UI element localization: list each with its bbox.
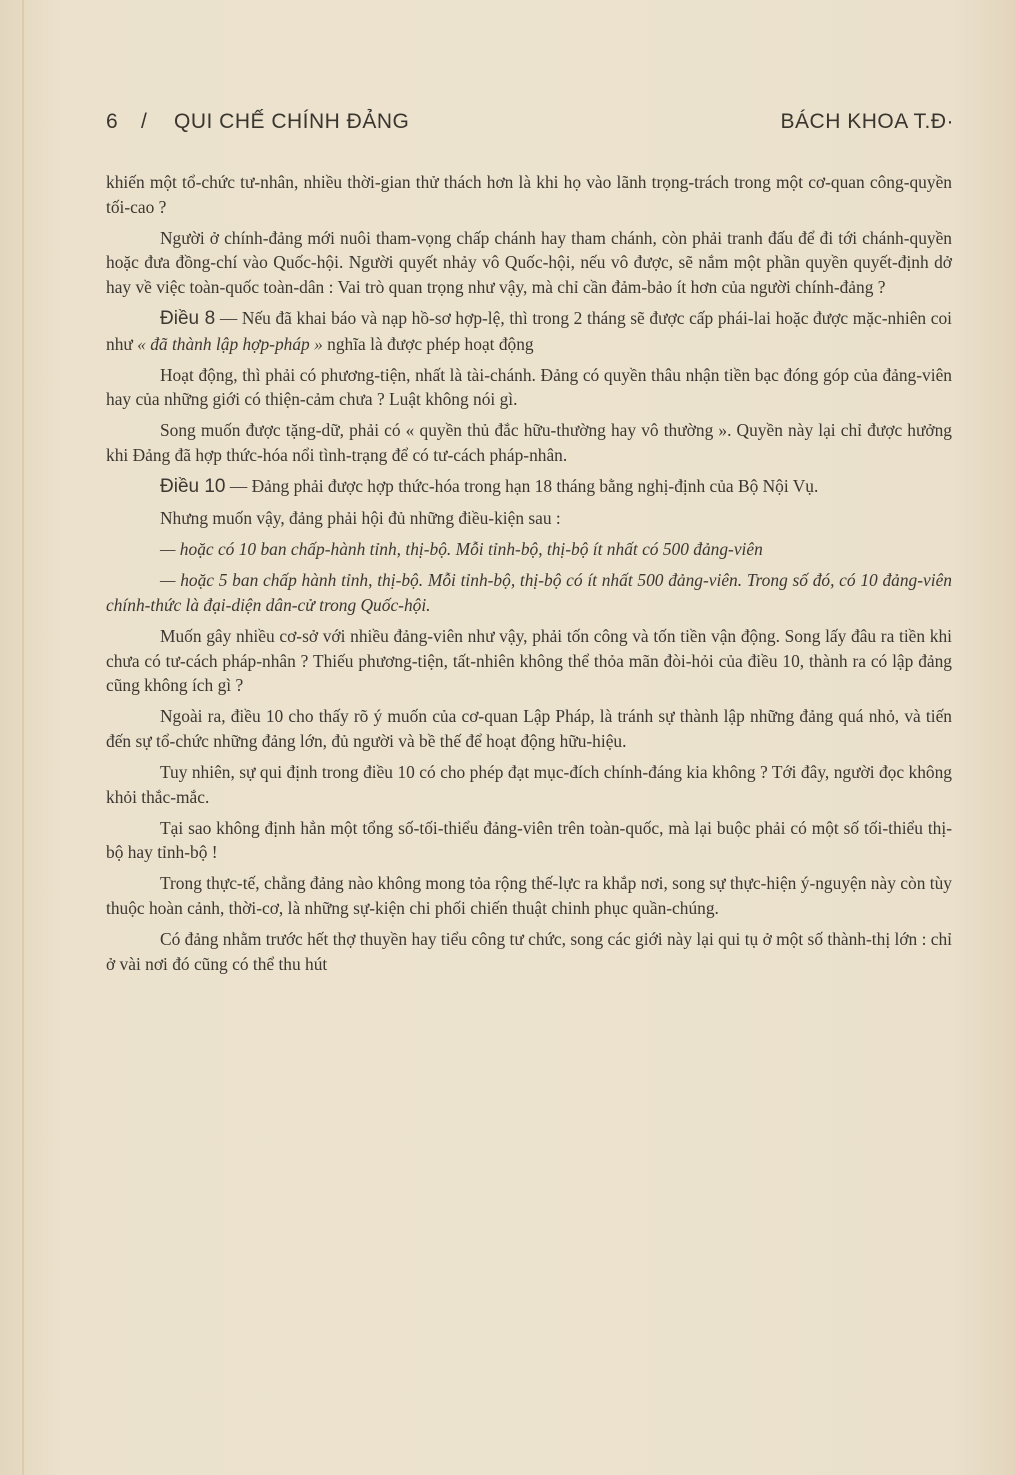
paragraph: Tuy nhiên, sự qui định trong điều 10 có cho phép đạt mục-đích chính-đáng kia không ? Tới đây, người đọc không khỏi thắc-mắc. [106, 761, 952, 807]
section-title: QUI CHẾ CHÍNH ĐẢNG [174, 110, 410, 133]
paragraph: Nhưng muốn vậy, đảng phải hội đủ những điều-kiện sau : [160, 508, 561, 529]
paragraph: Tại sao không định hẳn một tổng số-tối-thiểu đảng-viên trên toàn-quốc, mà lại buộc phải có một số tối-thiểu thị-bộ hay tỉnh-bộ ! [106, 817, 952, 863]
running-header [106, 108, 954, 140]
paragraph: Muốn gây nhiều cơ-sở với nhiều đảng-viên như vậy, phải tốn công và tốn tiền vận động. Song lấy đâu ra tiền khi chưa có tư-cách pháp-nhân ? Thiếu phương-tiện, tất-nhiên không thể thỏa mãn đòi-hỏi của điều 10, thành ra có lập đảng cũng không ích gì ? [106, 626, 952, 696]
paragraph: Song muốn được tặng-dữ, phải có « quyền thủ đắc hữu-thường hay vô thường ». Quyền này lại chỉ được hưởng khi Đảng đã hợp thức-hóa nổi tình-trạng để có tư-cách pháp-nhân. [106, 420, 952, 465]
article-text: — Đảng phải được hợp thức-hóa trong hạn 18 tháng bằng nghị-định của Bộ Nội Vụ. [225, 476, 819, 497]
paragraph-article-8 [106, 306, 952, 356]
article-text: — Nếu đã khai báo và nạp hồ-sơ hợp-lệ, thì trong 2 tháng sẽ được cấp phái-lai hoặc được mặc-nhiên coi như [106, 307, 953, 354]
publication-title: BÁCH KHOA T.Đ· [780, 110, 954, 133]
condition-item: — hoặc 5 ban chấp hành tỉnh, thị-bộ. Mỗi tỉnh-bộ, thị-bộ có ít nhất 500 đảng-viên. Trong số đó, có 10 đảng-viên chính-thức là đại-diện dân-cử trong Quốc-hội. [106, 570, 952, 615]
paragraph: Trong thực-tế, chẳng đảng nào không mong tỏa rộng thế-lực ra khắp nơi, song sự thực-hiện ý-nguyện này còn tùy thuộc hoàn cảnh, thời-cơ, là những sự-kiện chi phối chiến thuật chinh phục quần-chúng. [106, 873, 952, 918]
page-number: 6 [106, 110, 119, 133]
page-fold-line [22, 0, 24, 1475]
paragraph-article-10 [106, 474, 952, 500]
paragraph: Hoạt động, thì phải có phương-tiện, nhất là tài-chánh. Đảng có quyền thâu nhận tiền bạc đóng góp của đảng-viên hay của những giới có thiện-cảm chưa ? Luật không nói gì. [106, 364, 952, 410]
header-separator: / [141, 110, 148, 133]
article-heading: Điều 10 [160, 476, 226, 498]
paragraph: Người ở chính-đảng mới nuôi tham-vọng chấp chánh hay tham chánh, còn phải tranh đấu để đi tới chánh-quyền hoặc đưa đồng-chí vào Quốc-hội. Người quyết nhảy vô Quốc-hội, nếu vô được, sẽ nắm một phần quyền quyết-định dở hay về việc toàn-quốc toàn-dân : Vai trò quan trọng như vậy, mà chỉ cần đảm-bảo ít hơn của người chính-đảng ? [106, 227, 952, 297]
article-text: nghĩa là được phép hoạt động [322, 333, 534, 354]
article-body [106, 170, 952, 983]
condition-item: — hoặc có 10 ban chấp-hành tỉnh, thị-bộ. Mỗi tỉnh-bộ, thị-bộ ít nhất có 500 đảng-viên [160, 539, 763, 560]
paragraph: khiến một tổ-chức tư-nhân, nhiều thời-gian thử thách hơn là khi họ vào lãnh trọng-trách trong một cơ-quan công-quyền tối-cao ? [106, 172, 952, 217]
paragraph: Ngoài ra, điều 10 cho thấy rõ ý muốn của cơ-quan Lập Pháp, là tránh sự thành lập những đảng quá nhỏ, và tiến đến sự tổ-chức những đảng lớn, đủ người và bề thế để hoạt động hữu-hiệu. [106, 706, 952, 751]
paragraph: Có đảng nhằm trước hết thợ thuyền hay tiểu công tư chức, song các giới này lại qui tụ ở một số thành-thị lớn : chỉ ở vài nơi đó cũng có thể thu hút [106, 929, 952, 974]
article-heading: Điều 8 [160, 307, 216, 329]
quoted-text: « đã thành lập hợp-pháp » [137, 333, 323, 354]
